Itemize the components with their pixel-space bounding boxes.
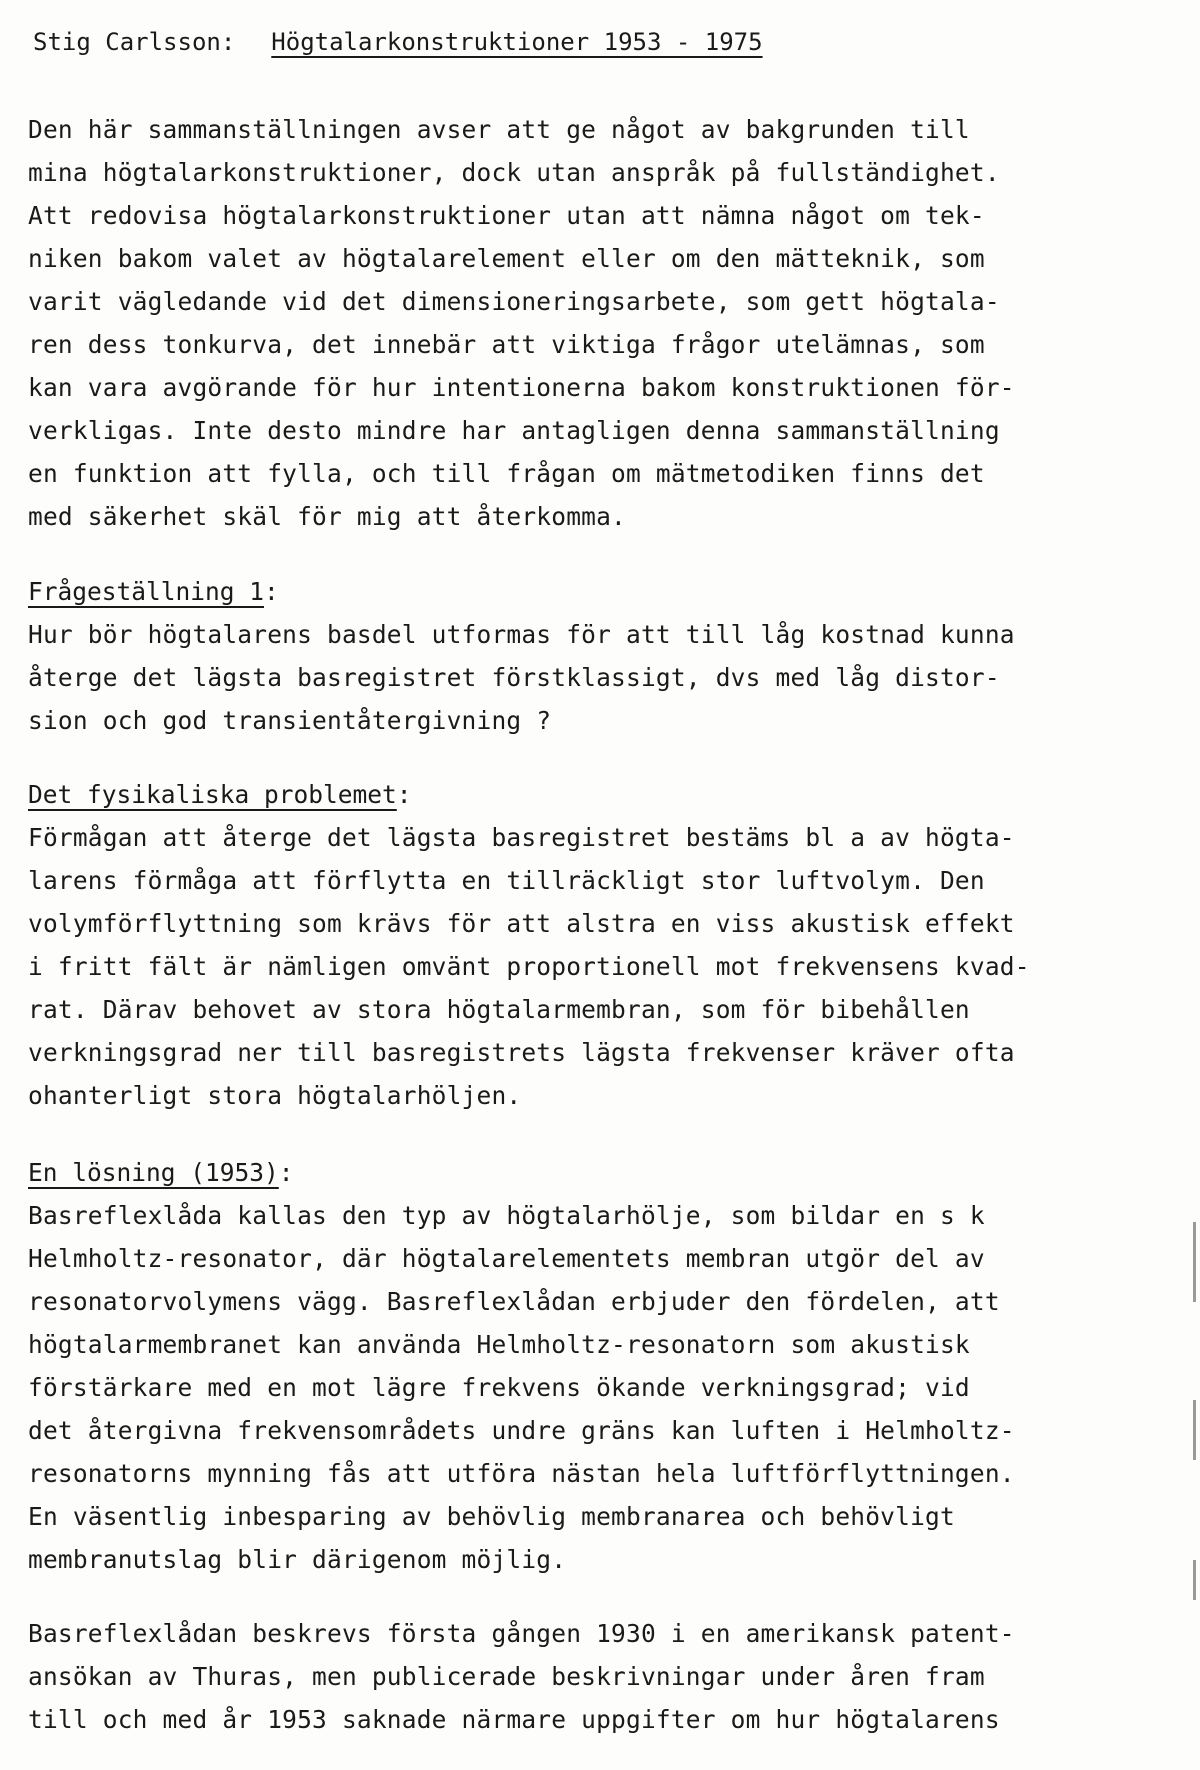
paragraph-line: ren dess tonkurva, det innebär att viktiga frågor utelämnas, som bbox=[28, 330, 985, 359]
paragraph-line: Hur bör högtalarens basdel utformas för att till låg kostnad kunna bbox=[28, 620, 1015, 649]
paragraph-line: återge det lägsta basregistret förstklassigt, dvs med låg distor- bbox=[28, 663, 1000, 692]
section-heading bbox=[28, 773, 1178, 816]
heading-colon: : bbox=[396, 780, 412, 809]
question-section bbox=[28, 570, 1178, 742]
section-heading bbox=[28, 1151, 1178, 1194]
section-heading-text: Det fysikaliska problemet bbox=[28, 780, 397, 809]
history-paragraph bbox=[28, 1612, 1178, 1741]
section-heading-text: En lösning (1953) bbox=[28, 1158, 279, 1187]
section-heading-text: Frågeställning 1 bbox=[28, 577, 265, 606]
paragraph-line: verkningsgrad ner till basregistrets lägsta frekvenser kräver ofta bbox=[28, 1038, 1015, 1067]
paragraph-line: volymförflyttning som krävs för att alstra en viss akustisk effekt bbox=[28, 909, 1015, 938]
paragraph-line: i fritt fält är nämligen omvänt proportionell mot frekvensens kvad- bbox=[28, 952, 1030, 981]
paragraph-line: rat. Därav behovet av stora högtalarmembran, som för bibehållen bbox=[28, 995, 970, 1024]
paragraph-line: ohanterligt stora högtalarhöljen. bbox=[28, 1081, 522, 1110]
problem-section bbox=[28, 773, 1178, 1117]
paragraph-line: sion och god transientåtergivning ? bbox=[28, 706, 552, 735]
intro-paragraph bbox=[28, 108, 1178, 538]
paragraph-line: mina högtalarkonstruktioner, dock utan anspråk på fullständighet. bbox=[28, 158, 1000, 187]
paragraph-line: resonatorns mynning fås att utföra nästan hela luftförflyttningen. bbox=[28, 1459, 1015, 1488]
paragraph-line: Basreflexlåda kallas den typ av högtalarhölje, som bildar en s k bbox=[28, 1201, 985, 1230]
paragraph-line: varit vägledande vid det dimensioneringsarbete, som gett högtala- bbox=[28, 287, 1000, 316]
paragraph-line: till och med år 1953 saknade närmare uppgifter om hur högtalarens bbox=[28, 1705, 1000, 1734]
paragraph-line: membranutslag blir därigenom möjlig. bbox=[28, 1545, 567, 1574]
heading-colon: : bbox=[264, 577, 279, 606]
scan-margin-mark bbox=[1193, 1560, 1196, 1600]
section-heading bbox=[28, 570, 1178, 613]
author: Stig Carlsson: bbox=[33, 28, 236, 56]
paragraph-line: det återgivna frekvensområdets undre gräns kan luften i Helmholtz- bbox=[28, 1416, 1015, 1445]
paragraph-line: Helmholtz-resonator, där högtalarelementets membran utgör del av bbox=[28, 1244, 985, 1273]
paragraph-line: Den här sammanställningen avser att ge något av bakgrunden till bbox=[28, 115, 970, 144]
paragraph-line: resonatorvolymens vägg. Basreflexlådan erbjuder den fördelen, att bbox=[28, 1287, 1000, 1316]
paragraph-line: En väsentlig inbesparing av behövlig membranarea och behövligt bbox=[28, 1502, 955, 1531]
paragraph-line: ansökan av Thuras, men publicerade beskrivningar under åren fram bbox=[28, 1662, 985, 1691]
scan-margin-mark bbox=[1193, 1400, 1196, 1460]
paragraph-line: förstärkare med en mot lägre frekvens ökande verkningsgrad; vid bbox=[28, 1373, 970, 1402]
solution-section bbox=[28, 1151, 1178, 1581]
paragraph-line: Att redovisa högtalarkonstruktioner utan att nämna något om tek- bbox=[28, 201, 985, 230]
document-title: Högtalarkonstruktioner 1953 - 1975 bbox=[271, 28, 763, 56]
document-header bbox=[33, 22, 763, 62]
paragraph-line: Basreflexlådan beskrevs första gången 1930 i en amerikansk patent- bbox=[28, 1619, 1015, 1648]
paragraph-line: Förmågan att återge det lägsta basregistret bestäms bl a av högta- bbox=[28, 823, 1015, 852]
paragraph-line: niken bakom valet av högtalarelement eller om den mätteknik, som bbox=[28, 244, 985, 273]
paragraph-line: kan vara avgörande för hur intentionerna bakom konstruktionen för- bbox=[28, 373, 1015, 402]
paragraph-line: med säkerhet skäl för mig att återkomma. bbox=[28, 502, 627, 531]
scan-margin-mark bbox=[1193, 1222, 1196, 1302]
paragraph-line: en funktion att fylla, och till frågan om mätmetodiken finns det bbox=[28, 459, 985, 488]
heading-colon: : bbox=[278, 1158, 294, 1187]
paragraph-line: larens förmåga att förflytta en tillräckligt stor luftvolym. Den bbox=[28, 866, 985, 895]
paragraph-line: verkligas. Inte desto mindre har antagligen denna sammanställning bbox=[28, 416, 1000, 445]
paragraph-line: högtalarmembranet kan använda Helmholtz-resonatorn som akustisk bbox=[28, 1330, 970, 1359]
